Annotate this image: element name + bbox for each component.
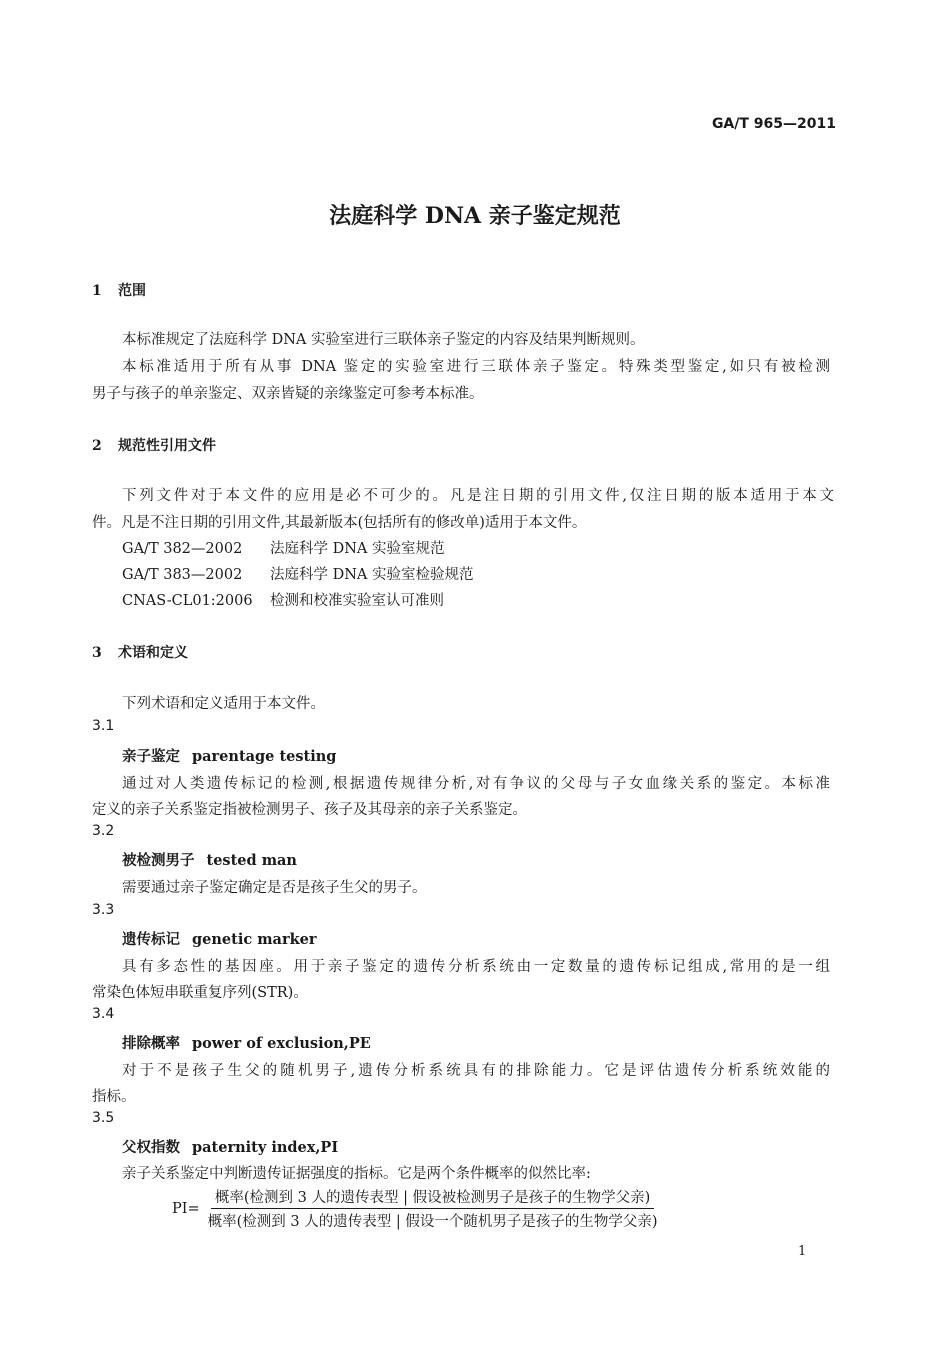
definition-line: 通过对人类遗传标记的检测,根据遗传规律分析,对有争议的父母与子女血缘关系的鉴定。本标准: [122, 776, 830, 792]
reference-title: 检测和校准实验室认可准则: [270, 593, 444, 609]
term-en: paternity index,PI: [192, 1139, 339, 1156]
paragraph-line: 下列文件对于本文件的应用是必不可少的。凡是注日期的引用文件,仅注日期的版本适用于本文: [122, 488, 834, 504]
document-code: GA/T 965—2011: [711, 116, 836, 132]
clause-number: 3.1: [92, 718, 115, 734]
term-entry: [122, 928, 317, 949]
reference-item: [122, 589, 444, 610]
term-entry: [122, 745, 336, 766]
term-en: genetic marker: [192, 931, 317, 948]
term-en: power of exclusion,PE: [192, 1035, 371, 1052]
term-zh: 父权指数: [122, 1139, 180, 1156]
term-entry: [122, 1032, 371, 1053]
definition-line: 指标。: [92, 1089, 136, 1105]
document-title: 法庭科学 DNA 亲子鉴定规范: [329, 203, 621, 229]
section-title: 范围: [118, 283, 146, 299]
paragraph-line: 本标准适用于所有从事 DNA 鉴定的实验室进行三联体亲子鉴定。特殊类型鉴定,如只有被检测: [122, 359, 830, 375]
reference-code: CNAS-CL01:2006: [122, 593, 253, 609]
clause-number: 3.4: [92, 1006, 115, 1022]
reference-item: [122, 563, 474, 584]
clause-number: 3.5: [92, 1110, 115, 1126]
section-number: 1: [92, 283, 102, 299]
section-number: 2: [92, 438, 102, 454]
formula-denominator: 概率(检测到 3 人的遗传表型 | 假设一个随机男子是孩子的生物学父亲): [207, 1214, 658, 1230]
clause-number: 3.3: [92, 902, 115, 918]
paragraph-line: 男子与孩子的单亲鉴定、双亲皆疑的亲缘鉴定可参考本标准。: [92, 386, 484, 402]
definition-line: 需要通过亲子鉴定确定是否是孩子生父的男子。: [122, 880, 427, 896]
reference-code: GA/T 382—2002: [122, 541, 243, 557]
reference-title: 法庭科学 DNA 实验室规范: [270, 541, 445, 557]
reference-item: [122, 537, 445, 558]
paternity-index-formula: [172, 1186, 662, 1231]
paragraph: 下列术语和定义适用于本文件。: [122, 696, 325, 712]
section-number: 3: [92, 645, 102, 661]
definition-line: 常染色体短串联重复序列(STR)。: [92, 985, 308, 1001]
reference-code: GA/T 383—2002: [122, 567, 243, 583]
section-heading-2: [92, 435, 216, 455]
term-en: parentage testing: [192, 748, 337, 765]
section-heading-1: [92, 280, 146, 300]
formula-fraction: [204, 1186, 662, 1231]
term-en: tested man: [206, 852, 297, 869]
definition-line: 具有多态性的基因座。用于亲子鉴定的遗传分析系统由一定数量的遗传标记组成,常用的是一组: [122, 959, 830, 975]
term-zh: 亲子鉴定: [122, 748, 180, 765]
term-entry: [122, 1136, 338, 1157]
section-title: 术语和定义: [118, 645, 188, 661]
paragraph-line: 件。凡是不注日期的引用文件,其最新版本(包括所有的修改单)适用于本文件。: [92, 515, 587, 531]
term-zh: 被检测男子: [122, 852, 195, 869]
clause-number: 3.2: [92, 823, 115, 839]
page-number: 1: [798, 1244, 807, 1259]
definition-line: 定义的亲子关系鉴定指被检测男子、孩子及其母亲的亲子关系鉴定。: [92, 802, 527, 818]
formula-numerator: 概率(检测到 3 人的遗传表型 | 假设被检测男子是孩子的生物学父亲): [211, 1186, 654, 1209]
section-title: 规范性引用文件: [118, 438, 216, 454]
reference-title: 法庭科学 DNA 实验室检验规范: [270, 567, 474, 583]
formula-lhs: PI=: [172, 1200, 200, 1217]
term-zh: 排除概率: [122, 1035, 180, 1052]
section-heading-3: [92, 642, 188, 662]
definition-line: 亲子关系鉴定中判断遗传证据强度的指标。它是两个条件概率的似然比率:: [122, 1166, 591, 1182]
paragraph: 本标准规定了法庭科学 DNA 实验室进行三联体亲子鉴定的内容及结果判断规则。: [122, 332, 645, 348]
term-zh: 遗传标记: [122, 931, 180, 948]
definition-line: 对于不是孩子生父的随机男子,遗传分析系统具有的排除能力。它是评估遗传分析系统效能的: [122, 1063, 830, 1079]
term-entry: [122, 849, 297, 870]
